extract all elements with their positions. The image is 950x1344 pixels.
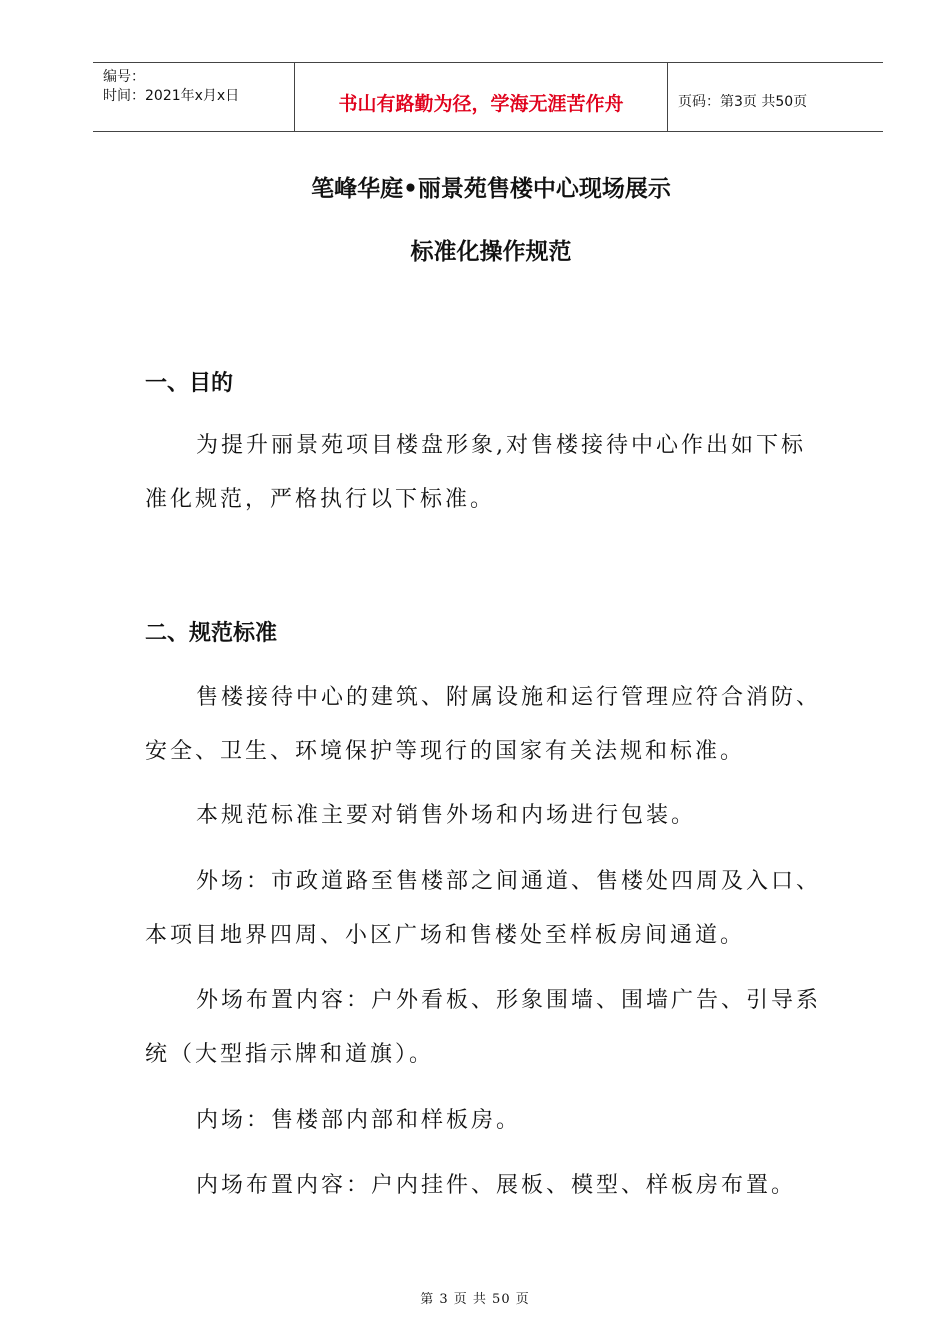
paragraph-line: 本项目地界四周、小区广场和售楼处至样板房间通道。 [145,923,746,948]
paragraph-line: 为提升丽景苑项目楼盘形象,对售楼接待中心作出如下标 [196,433,806,458]
header-page-number: 页码：第3页 共50页 [678,94,808,110]
paragraph-line: 安全、卫生、环境保护等现行的国家有关法规和标准。 [145,739,746,764]
header-page-cell [668,63,883,131]
paragraph-line: 统（大型指示牌和道旗）。 [145,1042,435,1067]
section-heading-standards: 二、规范标准 [145,621,278,646]
paragraph-line: 售楼接待中心的建筑、附属设施和运行管理应符合消防、 [196,685,822,710]
paragraph-line: 外场：市政道路至售楼部之间通道、售楼处四周及入口、 [196,869,822,894]
doc-number-label: 编号： [103,69,145,85]
paragraph-line: 外场布置内容：户外看板、形象围墙、围墙广告、引导系 [196,988,822,1013]
paragraph-line: 本规范标准主要对销售外场和内场进行包装。 [196,803,697,828]
paragraph-line: 内场：售楼部内部和样板房。 [196,1108,522,1133]
header-motto-cell [295,63,668,131]
header-info-cell [93,63,295,131]
doc-time-label: 时间：2021年x月x日 [103,88,240,104]
paragraph-line: 准化规范，严格执行以下标准。 [145,487,496,512]
section-heading-purpose: 一、目的 [145,371,234,396]
paragraph-line: 内场布置内容：户内挂件、展板、模型、样板房布置。 [196,1173,797,1198]
document-title: 笔峰华庭•丽景苑售楼中心现场展示 [311,176,671,202]
document-subtitle: 标准化操作规范 [410,239,572,265]
header-motto: 书山有路勤为径，学海无涯苦作舟 [338,93,624,115]
page-footer: 第 3 页 共 50 页 [420,1292,530,1307]
page-header [93,62,883,132]
